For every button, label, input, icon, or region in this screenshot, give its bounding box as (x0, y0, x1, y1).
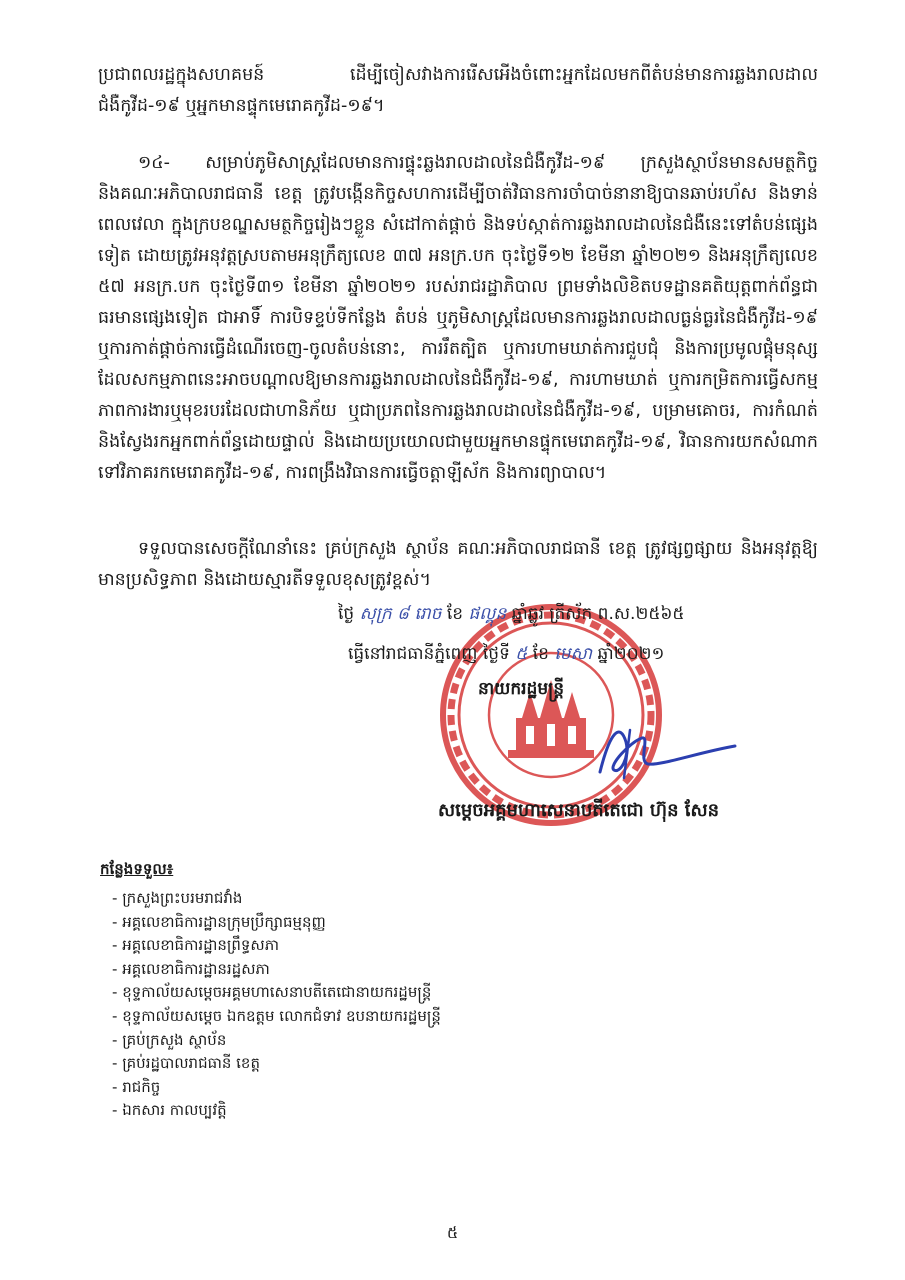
list-item: - ខុទ្ទកាល័យសម្តេចអគ្គមហាសេនាបតីតេជោនាយករដ្ឋមន្ត្រី (112, 981, 441, 1005)
solar-month-handwritten: មេសា (554, 644, 593, 664)
list-item: - គ្រប់ក្រសួង ស្ថាប័ន (112, 1029, 441, 1053)
list-item: - គ្រប់រដ្ឋបាលរាជធានី ខេត្ត (112, 1052, 441, 1076)
lunar-year: ឆ្នាំឆ្លូវ ត្រីស័ក ព.ស.២៥៦៥ (511, 604, 685, 624)
list-item: - រាជកិច្ច (112, 1076, 441, 1100)
solar-year: ឆ្នាំ២០២១ (597, 644, 665, 664)
place-and-day-prefix: ធ្វើនៅរាជធានីភ្នំពេញ ថ្ងៃទី (348, 644, 510, 664)
solar-date-line (348, 641, 664, 667)
recipients-list (112, 887, 441, 1123)
list-item: - ក្រសួងព្រះបរមរាជវាំង (112, 887, 441, 911)
lunar-day-handwritten: សុក្រ ៨ រោច (359, 604, 442, 624)
solar-month-prefix: ខែ (532, 644, 549, 664)
list-item: - អគ្គលេខាធិការដ្ឋានរដ្ឋសភា (112, 958, 441, 982)
recipients-heading: កន្លែងទទួល៖ (100, 860, 174, 878)
lunar-month-prefix: ខែ (446, 604, 464, 624)
lunar-month-handwritten: ផល្គុន (468, 604, 507, 624)
list-item: - ឯកសារ កាលប្បវត្តិ (112, 1099, 441, 1123)
list-item: - អគ្គលេខាធិការដ្ឋានក្រុមប្រឹក្សាធម្មនុញ្ញ (112, 911, 441, 935)
page-number: ៥ (446, 1223, 459, 1242)
signatory-title: នាយករដ្ឋមន្ត្រី (478, 679, 564, 699)
signatory-name: សម្តេចអគ្គមហាសេនាបតីតេជោ ហ៊ុន សែន (438, 800, 720, 821)
paragraph-closing: ទទួលបានសេចក្តីណែនាំនេះ គ្រប់ក្រសួង ស្ថាប័ន គណៈអភិបាលរាជធានី ខេត្ត ត្រូវផ្សព្វផ្សាយ និងអនុវត្តឱ្យមានប្រសិទ្ធភាព និងដោយស្មារតីទទួលខុសត្រូវខ្ពស់។ (98, 539, 818, 590)
list-item: - អគ្គលេខាធិការដ្ឋានព្រឹទ្ធសភា (112, 934, 441, 958)
paragraph-item-14: ១៤- សម្រាប់ភូមិសាស្ត្រដែលមានការផ្ទុះឆ្លងរាលដាលនៃជំងឺកូវីដ-១៩ ក្រសួងស្ថាប័នមានសមត្ថកិច្ច និងគណៈអភិបាលរាជធានី ខេត្ត ត្រូវបង្កើនកិច្ចសហការដើម្បីចាត់វិធានការចាំបាច់នានាឱ្យបានឆាប់រហ័ស និងទាន់ពេលវេលា ក្នុងក្របខណ្ឌសមត្ថកិច្ចរៀងៗខ្លួន សំដៅកាត់ផ្តាច់ និងទប់ស្កាត់ការឆ្លងរាលដាលនៃជំងឺនេះទៅតំបន់ផ្សេងទៀត ដោយត្រូវអនុវត្តស្របតាមអនុក្រឹត្យលេខ ៣៧ អនក្រ.បក ចុះថ្ងៃទី១២ ខែមីនា ឆ្នាំ២០២១ និងអនុក្រឹត្យលេខ ៥៧ អនក្រ.បក ចុះថ្ងៃទី៣១ ខែមីនា ឆ្នាំ២០២១ របស់រាជរដ្ឋាភិបាល ព្រមទាំងលិខិតបទដ្ឋានគតិយុត្តពាក់ព័ន្ធជាធរមានផ្សេងទៀត ជាអាទិ៍ ការបិទខ្ទប់ទីកន្លែង តំបន់ ឬភូមិសាស្ត្រដែលមានការឆ្លងរាលដាលធ្ងន់ធ្ងរនៃជំងឺកូវីដ-១៩ ឬការកាត់ផ្តាច់ការធ្វើដំណើរចេញ-ចូលតំបន់នោះ, ការរឹតត្បិត ឬការហាមឃាត់ការជួបជុំ និងការប្រមូលផ្តុំមនុស្សដែលសកម្មភាពនេះអាចបណ្តាលឱ្យមានការឆ្លងរាលដាលនៃជំងឺកូវីដ-១៩, ការហាមឃាត់ ឬការកម្រិតការធ្វើសកម្មភាពការងារឬមុខរបរដែលជាហានិភ័យ ឬជាប្រភពនៃការឆ្លងរាលដាលនៃជំងឺកូវីដ-១៩, បម្រាមគោចរ, ការកំណត់និងស្វែងរកអ្នកពាក់ព័ន្ធដោយផ្ទាល់ និងដោយប្រយោលជាមួយអ្នកមានផ្ទុកមេរោគកូវីដ-១៩, វិធានការយកសំណាកទៅវិភាគរកមេរោគកូវីដ-១៩, ការពង្រឹងវិធានការធ្វើចត្តាឡីស័ក និងការព្យាបាល។ (98, 153, 818, 483)
solar-day-handwritten: ៥ (515, 644, 528, 664)
handwritten-signature-icon (590, 712, 740, 792)
list-item: - ខុទ្ទកាល័យសម្តេច ឯកឧត្តម លោកជំទាវ ឧបនាយករដ្ឋមន្ត្រី (112, 1005, 441, 1029)
lunar-day-prefix: ថ្ងៃ (338, 604, 355, 624)
paragraph-continuation: ប្រជាពលរដ្ឋក្នុងសហគមន៍ ដើម្បីចៀសវាងការរើសអើងចំពោះអ្នកដែលមកពីតំបន់មានការឆ្លងរាលដាល ជំងឺកូវីដ-១៩ ឬអ្នកមានផ្ទុកមេរោគកូវីដ-១៩។ (98, 65, 818, 116)
lunar-date-line (338, 601, 684, 627)
